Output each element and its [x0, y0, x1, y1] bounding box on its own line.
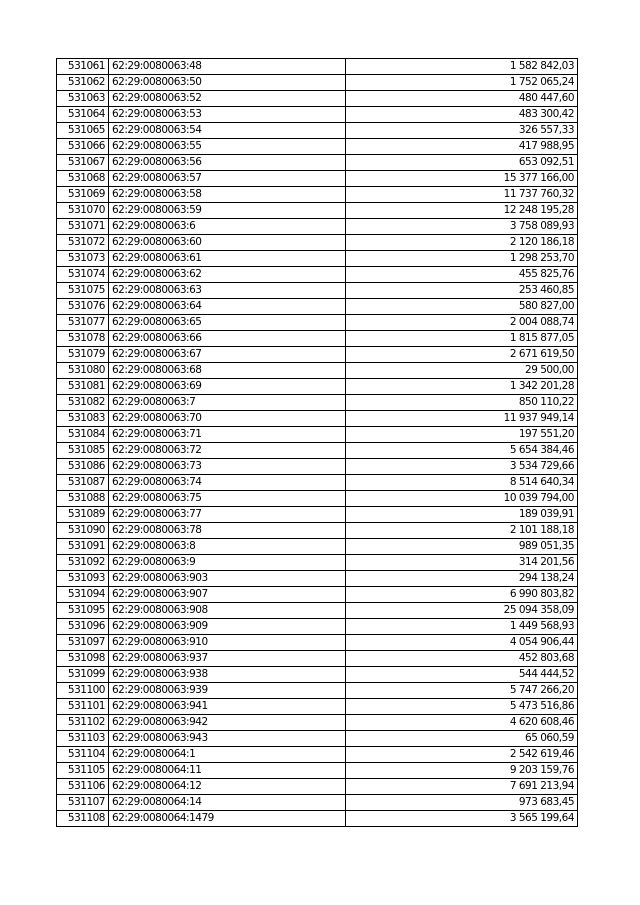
row-id-cell: 531108 [57, 811, 109, 827]
table-row [57, 747, 578, 763]
row-id-cell: 531095 [57, 603, 109, 619]
cadastral-value-cell: 25 094 358,09 [346, 603, 578, 619]
table-row [57, 155, 578, 171]
row-id-cell: 531061 [57, 59, 109, 75]
cadastral-value-cell: 7 691 213,94 [346, 779, 578, 795]
table-row [57, 363, 578, 379]
table-row [57, 667, 578, 683]
row-id-cell: 531104 [57, 747, 109, 763]
cadastral-value-cell: 197 551,20 [346, 427, 578, 443]
cadastral-number-cell: 62:29:0080063:9 [109, 555, 346, 571]
cadastral-number-cell: 62:29:0080063:903 [109, 571, 346, 587]
cadastral-number-cell: 62:29:0080063:6 [109, 219, 346, 235]
cadastral-value-cell: 4 620 608,46 [346, 715, 578, 731]
row-id-cell: 531079 [57, 347, 109, 363]
row-id-cell: 531088 [57, 491, 109, 507]
table-row [57, 475, 578, 491]
cadastral-number-cell: 62:29:0080063:908 [109, 603, 346, 619]
row-id-cell: 531100 [57, 683, 109, 699]
table-row [57, 427, 578, 443]
cadastral-number-cell: 62:29:0080063:75 [109, 491, 346, 507]
table-row [57, 379, 578, 395]
cadastral-number-cell: 62:29:0080063:52 [109, 91, 346, 107]
row-id-cell: 531091 [57, 539, 109, 555]
table-row [57, 315, 578, 331]
cadastral-number-cell: 62:29:0080063:68 [109, 363, 346, 379]
table-row [57, 635, 578, 651]
table-row [57, 811, 578, 827]
row-id-cell: 531105 [57, 763, 109, 779]
cadastral-value-cell: 989 051,35 [346, 539, 578, 555]
table-row [57, 571, 578, 587]
cadastral-value-cell: 8 514 640,34 [346, 475, 578, 491]
cadastral-value-cell: 3 565 199,64 [346, 811, 578, 827]
row-id-cell: 531069 [57, 187, 109, 203]
cadastral-number-cell: 62:29:0080063:63 [109, 283, 346, 299]
cadastral-value-cell: 2 542 619,46 [346, 747, 578, 763]
row-id-cell: 531094 [57, 587, 109, 603]
cadastral-value-cell: 314 201,56 [346, 555, 578, 571]
cadastral-number-cell: 62:29:0080063:67 [109, 347, 346, 363]
row-id-cell: 531066 [57, 139, 109, 155]
row-id-cell: 531076 [57, 299, 109, 315]
row-id-cell: 531062 [57, 75, 109, 91]
cadastral-number-cell: 62:29:0080063:60 [109, 235, 346, 251]
row-id-cell: 531102 [57, 715, 109, 731]
table-row [57, 187, 578, 203]
table-row [57, 539, 578, 555]
cadastral-value-cell: 483 300,42 [346, 107, 578, 123]
table-row [57, 411, 578, 427]
table-row [57, 715, 578, 731]
cadastral-number-cell: 62:29:0080063:8 [109, 539, 346, 555]
cadastral-value-cell: 1 342 201,28 [346, 379, 578, 395]
cadastral-value-cell: 65 060,59 [346, 731, 578, 747]
cadastral-value-cell: 326 557,33 [346, 123, 578, 139]
row-id-cell: 531063 [57, 91, 109, 107]
row-id-cell: 531096 [57, 619, 109, 635]
row-id-cell: 531078 [57, 331, 109, 347]
table-row [57, 59, 578, 75]
cadastral-value-cell: 189 039,91 [346, 507, 578, 523]
cadastral-value-table [56, 58, 578, 827]
cadastral-value-cell: 5 654 384,46 [346, 443, 578, 459]
cadastral-number-cell: 62:29:0080063:57 [109, 171, 346, 187]
table-row [57, 171, 578, 187]
cadastral-value-cell: 580 827,00 [346, 299, 578, 315]
row-id-cell: 531064 [57, 107, 109, 123]
cadastral-number-cell: 62:29:0080063:71 [109, 427, 346, 443]
cadastral-value-cell: 544 444,52 [346, 667, 578, 683]
cadastral-value-cell: 12 248 195,28 [346, 203, 578, 219]
cadastral-value-cell: 4 054 906,44 [346, 635, 578, 651]
cadastral-value-cell: 417 988,95 [346, 139, 578, 155]
cadastral-number-cell: 62:29:0080063:65 [109, 315, 346, 331]
row-id-cell: 531077 [57, 315, 109, 331]
cadastral-value-cell: 6 990 803,82 [346, 587, 578, 603]
cadastral-number-cell: 62:29:0080063:939 [109, 683, 346, 699]
cadastral-number-cell: 62:29:0080063:74 [109, 475, 346, 491]
cadastral-value-cell: 973 683,45 [346, 795, 578, 811]
cadastral-number-cell: 62:29:0080063:73 [109, 459, 346, 475]
row-id-cell: 531073 [57, 251, 109, 267]
cadastral-value-cell: 1 298 253,70 [346, 251, 578, 267]
row-id-cell: 531101 [57, 699, 109, 715]
cadastral-number-cell: 62:29:0080063:910 [109, 635, 346, 651]
cadastral-value-cell: 480 447,60 [346, 91, 578, 107]
row-id-cell: 531099 [57, 667, 109, 683]
table-row [57, 731, 578, 747]
table-row [57, 219, 578, 235]
cadastral-value-cell: 2 120 186,18 [346, 235, 578, 251]
cadastral-value-cell: 11 737 760,32 [346, 187, 578, 203]
row-id-cell: 531080 [57, 363, 109, 379]
cadastral-value-cell: 653 092,51 [346, 155, 578, 171]
table-row [57, 443, 578, 459]
row-id-cell: 531071 [57, 219, 109, 235]
table-row [57, 555, 578, 571]
cadastral-value-cell: 11 937 949,14 [346, 411, 578, 427]
row-id-cell: 531068 [57, 171, 109, 187]
table-row [57, 347, 578, 363]
table-row [57, 91, 578, 107]
row-id-cell: 531103 [57, 731, 109, 747]
row-id-cell: 531086 [57, 459, 109, 475]
cadastral-value-cell: 10 039 794,00 [346, 491, 578, 507]
cadastral-number-cell: 62:29:0080063:56 [109, 155, 346, 171]
row-id-cell: 531074 [57, 267, 109, 283]
cadastral-value-cell: 15 377 166,00 [346, 171, 578, 187]
table-row [57, 699, 578, 715]
cadastral-number-cell: 62:29:0080063:7 [109, 395, 346, 411]
row-id-cell: 531097 [57, 635, 109, 651]
table-row [57, 283, 578, 299]
row-id-cell: 531098 [57, 651, 109, 667]
cadastral-value-cell: 29 500,00 [346, 363, 578, 379]
table-row [57, 139, 578, 155]
row-id-cell: 531106 [57, 779, 109, 795]
cadastral-value-cell: 253 460,85 [346, 283, 578, 299]
cadastral-value-cell: 9 203 159,76 [346, 763, 578, 779]
table-row [57, 683, 578, 699]
table-row [57, 619, 578, 635]
cadastral-number-cell: 62:29:0080063:909 [109, 619, 346, 635]
cadastral-number-cell: 62:29:0080064:1 [109, 747, 346, 763]
cadastral-number-cell: 62:29:0080063:941 [109, 699, 346, 715]
cadastral-value-cell: 2 671 619,50 [346, 347, 578, 363]
row-id-cell: 531085 [57, 443, 109, 459]
table-row [57, 651, 578, 667]
row-id-cell: 531090 [57, 523, 109, 539]
cadastral-number-cell: 62:29:0080063:59 [109, 203, 346, 219]
table-row [57, 251, 578, 267]
cadastral-number-cell: 62:29:0080063:72 [109, 443, 346, 459]
row-id-cell: 531070 [57, 203, 109, 219]
row-id-cell: 531075 [57, 283, 109, 299]
cadastral-number-cell: 62:29:0080064:14 [109, 795, 346, 811]
cadastral-number-cell: 62:29:0080063:54 [109, 123, 346, 139]
row-id-cell: 531092 [57, 555, 109, 571]
cadastral-number-cell: 62:29:0080063:53 [109, 107, 346, 123]
cadastral-number-cell: 62:29:0080063:69 [109, 379, 346, 395]
cadastral-number-cell: 62:29:0080063:942 [109, 715, 346, 731]
row-id-cell: 531089 [57, 507, 109, 523]
cadastral-value-cell: 452 803,68 [346, 651, 578, 667]
cadastral-number-cell: 62:29:0080063:77 [109, 507, 346, 523]
cadastral-value-cell: 455 825,76 [346, 267, 578, 283]
row-id-cell: 531072 [57, 235, 109, 251]
table-row [57, 203, 578, 219]
table-row [57, 299, 578, 315]
table-body [57, 59, 578, 827]
cadastral-number-cell: 62:29:0080063:78 [109, 523, 346, 539]
cadastral-value-cell: 5 473 516,86 [346, 699, 578, 715]
cadastral-value-cell: 5 747 266,20 [346, 683, 578, 699]
cadastral-number-cell: 62:29:0080063:937 [109, 651, 346, 667]
cadastral-number-cell: 62:29:0080063:64 [109, 299, 346, 315]
row-id-cell: 531087 [57, 475, 109, 491]
cadastral-number-cell: 62:29:0080063:50 [109, 75, 346, 91]
cadastral-value-cell: 294 138,24 [346, 571, 578, 587]
cadastral-number-cell: 62:29:0080064:12 [109, 779, 346, 795]
cadastral-value-cell: 1 582 842,03 [346, 59, 578, 75]
row-id-cell: 531107 [57, 795, 109, 811]
table-row [57, 123, 578, 139]
cadastral-number-cell: 62:29:0080063:58 [109, 187, 346, 203]
table-row [57, 331, 578, 347]
table-row [57, 235, 578, 251]
cadastral-number-cell: 62:29:0080064:11 [109, 763, 346, 779]
cadastral-value-cell: 1 449 568,93 [346, 619, 578, 635]
row-id-cell: 531067 [57, 155, 109, 171]
row-id-cell: 531084 [57, 427, 109, 443]
cadastral-value-cell: 1 752 065,24 [346, 75, 578, 91]
table-row [57, 587, 578, 603]
table-row [57, 395, 578, 411]
cadastral-value-cell: 2 004 088,74 [346, 315, 578, 331]
table-row [57, 523, 578, 539]
row-id-cell: 531065 [57, 123, 109, 139]
cadastral-number-cell: 62:29:0080063:61 [109, 251, 346, 267]
cadastral-number-cell: 62:29:0080063:943 [109, 731, 346, 747]
table-row [57, 763, 578, 779]
cadastral-number-cell: 62:29:0080063:48 [109, 59, 346, 75]
cadastral-value-cell: 2 101 188,18 [346, 523, 578, 539]
cadastral-number-cell: 62:29:0080063:66 [109, 331, 346, 347]
cadastral-number-cell: 62:29:0080064:1479 [109, 811, 346, 827]
table-row [57, 107, 578, 123]
table-row [57, 779, 578, 795]
cadastral-value-cell: 1 815 877,05 [346, 331, 578, 347]
row-id-cell: 531093 [57, 571, 109, 587]
cadastral-value-cell: 850 110,22 [346, 395, 578, 411]
table-row [57, 75, 578, 91]
table-row [57, 795, 578, 811]
table-row [57, 507, 578, 523]
cadastral-value-cell: 3 758 089,93 [346, 219, 578, 235]
cadastral-number-cell: 62:29:0080063:938 [109, 667, 346, 683]
cadastral-number-cell: 62:29:0080063:907 [109, 587, 346, 603]
row-id-cell: 531083 [57, 411, 109, 427]
row-id-cell: 531081 [57, 379, 109, 395]
cadastral-number-cell: 62:29:0080063:70 [109, 411, 346, 427]
row-id-cell: 531082 [57, 395, 109, 411]
cadastral-number-cell: 62:29:0080063:55 [109, 139, 346, 155]
table-row [57, 491, 578, 507]
table-row [57, 603, 578, 619]
cadastral-value-cell: 3 534 729,66 [346, 459, 578, 475]
table-row [57, 459, 578, 475]
cadastral-number-cell: 62:29:0080063:62 [109, 267, 346, 283]
table-row [57, 267, 578, 283]
